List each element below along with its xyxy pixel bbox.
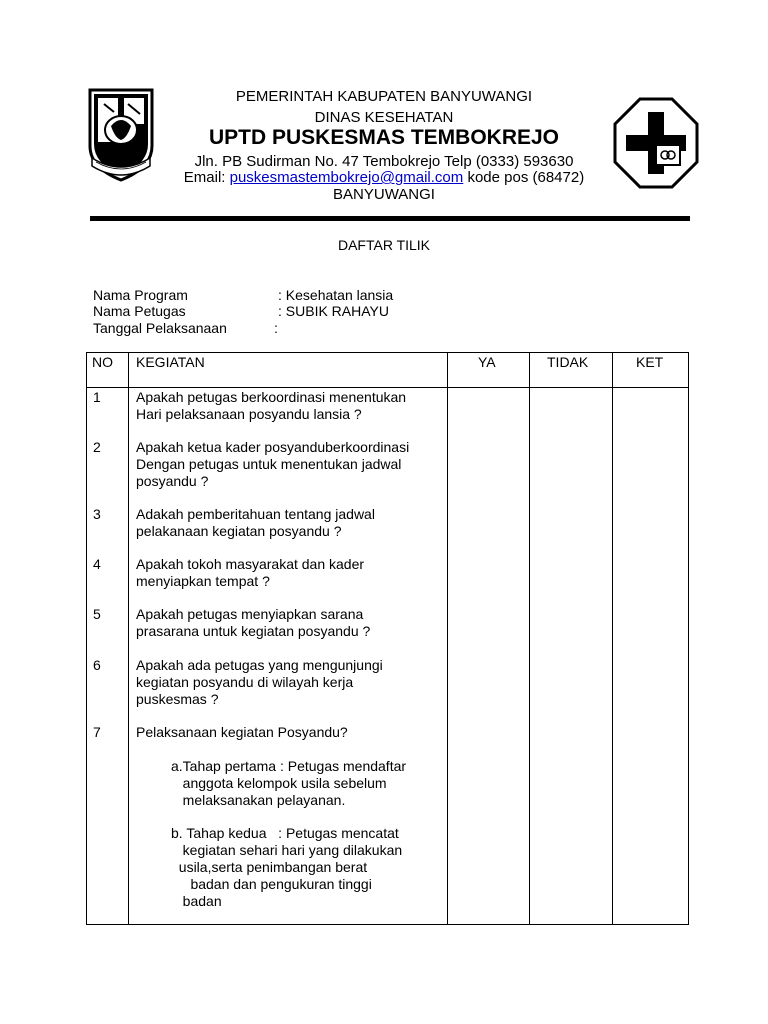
activity-subitem: a.Tahap pertama : Petugas mendaftar anggota kelompok usila sebelum melaksanakan pelayanan. — [171, 758, 407, 808]
header-divider — [90, 216, 690, 221]
column-divider — [612, 352, 613, 925]
department-line: DINAS KESEHATAN — [314, 109, 454, 126]
field-label: Nama Petugas — [93, 303, 186, 319]
header-ket: KET — [636, 354, 664, 370]
row-number: 2 — [93, 439, 101, 455]
field-value: : — [274, 320, 278, 336]
activity-text: Pelaksanaan kegiatan Posyandu? — [136, 724, 348, 740]
banyuwangi-emblem-icon — [84, 84, 158, 184]
header-row-divider — [86, 387, 689, 388]
row-number: 1 — [93, 389, 101, 405]
email-line — [150, 169, 618, 186]
city-line: BANYUWANGI — [333, 186, 435, 203]
activity-subitem: b. Tahap kedua : Petugas mencatat kegiatan sehari hari yang dilakukan usila,serta penimbangan berat badan dan pengukuran tinggi badan — [171, 825, 403, 909]
row-number: 7 — [93, 724, 101, 740]
row-number: 4 — [93, 556, 101, 572]
activity-text: Apakah petugas berkoordinasi menentukan Hari pelaksanaan posyandu lansia ? — [136, 389, 407, 422]
activity-text: Apakah petugas menyiapkan sarana prasarana untuk kegiatan posyandu ? — [136, 606, 371, 639]
puskesmas-logo-icon — [612, 96, 700, 190]
column-divider — [128, 352, 129, 925]
header-ya: YA — [478, 354, 496, 370]
government-line: PEMERINTAH KABUPATEN BANYUWANGI — [235, 88, 533, 105]
column-divider — [447, 352, 448, 925]
activity-text: Adakah pemberitahuan tentang jadwal pelakanaan kegiatan posyandu ? — [136, 506, 375, 539]
email-label: Email: — [183, 169, 230, 186]
activity-text: Apakah ketua kader posyanduberkoordinasi Dengan petugas untuk menentukan jadwal posyandu ? — [136, 439, 410, 489]
field-program — [93, 287, 394, 304]
field-officer — [93, 303, 389, 320]
postal-code: kode pos (68472) — [463, 169, 585, 186]
field-label: Tanggal Pelaksanaan — [93, 320, 227, 336]
email-link[interactable]: puskesmastembokrejo@gmail.com — [229, 169, 464, 186]
field-date — [93, 320, 278, 337]
field-label: Nama Program — [93, 287, 188, 303]
header-tidak: TIDAK — [547, 354, 589, 370]
header-no: NO — [92, 354, 113, 370]
column-divider — [529, 352, 530, 925]
activity-text: Apakah ada petugas yang mengunjungi kegiatan posyandu di wilayah kerja puskesmas ? — [136, 657, 383, 707]
header-kegiatan: KEGIATAN — [136, 354, 205, 370]
document-title: DAFTAR TILIK — [337, 237, 431, 253]
field-value: : Kesehatan lansia — [278, 287, 394, 303]
institution-title: UPTD PUSKESMAS TEMBOKREJO — [208, 126, 560, 149]
row-number: 3 — [93, 506, 101, 522]
row-number: 5 — [93, 606, 101, 622]
activity-text: Apakah tokoh masyarakat dan kader menyiapkan tempat ? — [136, 556, 365, 589]
row-number: 6 — [93, 657, 101, 673]
field-value: : SUBIK RAHAYU — [278, 303, 389, 319]
address-line: Jln. PB Sudirman No. 47 Tembokrejo Telp (0333) 593630 — [194, 153, 574, 170]
